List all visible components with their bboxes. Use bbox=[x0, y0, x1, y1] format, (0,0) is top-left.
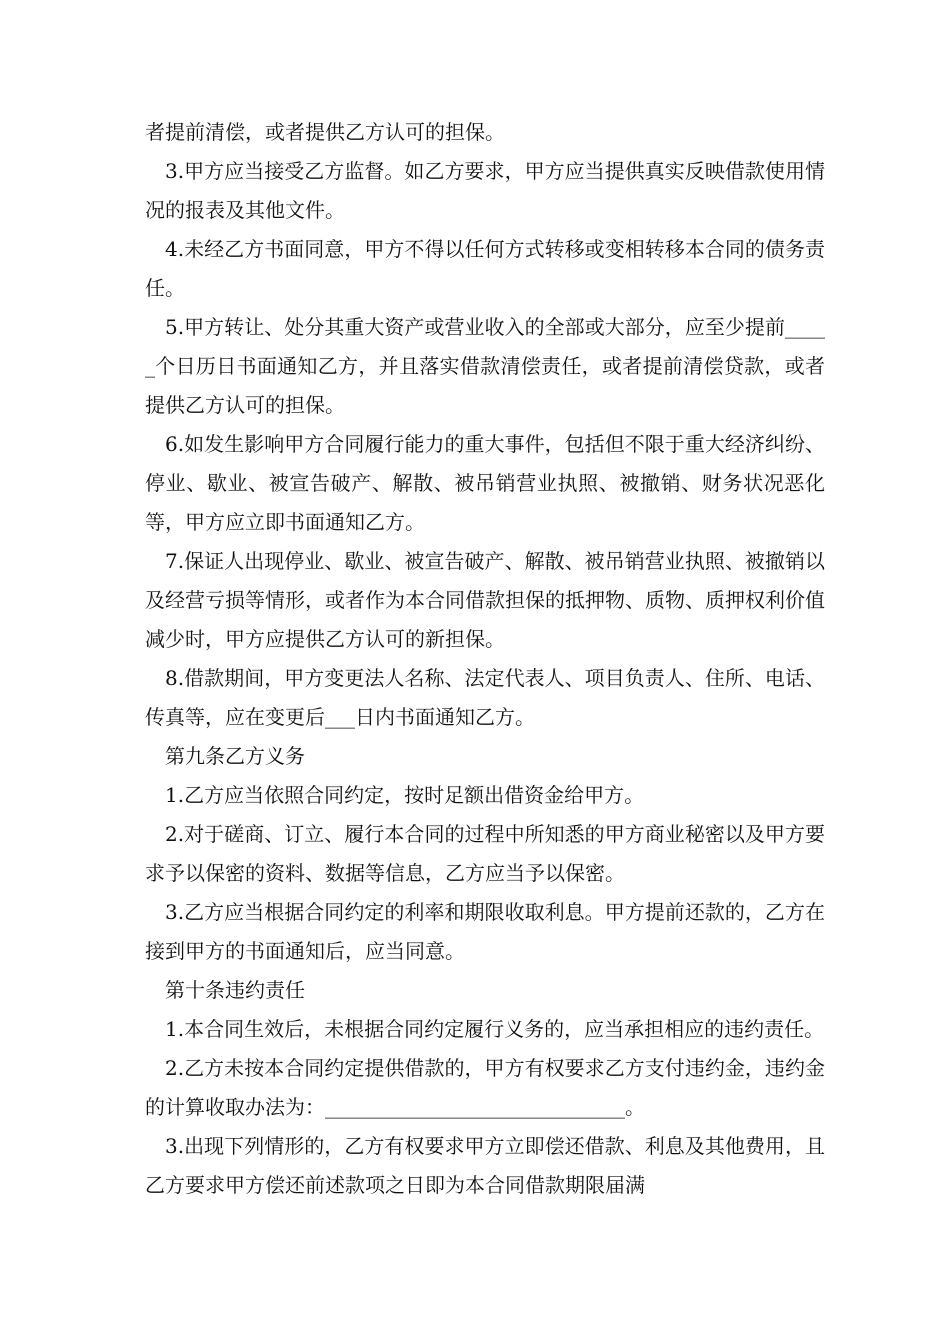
paragraph-article-10-clause-2: 2.乙方未按本合同约定提供借款的，甲方有权要求乙方支付违约金，违约金的计算收取办法为：______________________________。 bbox=[145, 1056, 825, 1119]
paragraph-clause-8: 8.借款期间，甲方变更法人名称、法定代表人、项目负责人、住所、电话、传真等，应在变更后___日内书面通知乙方。 bbox=[145, 666, 825, 729]
paragraph-article-9-clause-1: 1.乙方应当依照合同约定，按时足额出借资金给甲方。 bbox=[165, 783, 645, 807]
paragraph-clause-3: 3.甲方应当接受乙方监督。如乙方要求，甲方应当提供真实反映借款使用情况的报表及其他文件。 bbox=[145, 159, 825, 222]
paragraph-clause-7: 7.保证人出现停业、歇业、被宣告破产、解散、被吊销营业执照、被撤销以及经营亏损等情形，或者作为本合同借款担保的抵押物、质物、质押权利价值减少时，甲方应提供乙方认可的新担保。 bbox=[145, 549, 825, 651]
paragraph-clause-6: 6.如发生影响甲方合同履行能力的重大事件，包括但不限于重大经济纠纷、停业、歇业、被宣告破产、解散、被吊销营业执照、被撤销、财务状况恶化等，甲方应立即书面通知乙方。 bbox=[145, 432, 825, 534]
document-body bbox=[145, 113, 825, 1205]
paragraph-clause-4: 4.未经乙方书面同意，甲方不得以任何方式转移或变相转移本合同的债务责任。 bbox=[145, 237, 825, 300]
paragraph-clause-5: 5.甲方转让、处分其重大资产或营业收入的全部或大部分，应至少提前_____个日历日书面通知乙方，并且落实借款清偿责任，或者提前清偿贷款，或者提供乙方认可的担保。 bbox=[145, 315, 825, 417]
section-heading-article-9: 第九条乙方义务 bbox=[165, 744, 305, 768]
paragraph-article-10-clause-3: 3.出现下列情形的，乙方有权要求甲方立即偿还借款、利息及其他费用，且乙方要求甲方偿还前述款项之日即为本合同借款期限届满 bbox=[145, 1134, 825, 1197]
paragraph-article-9-clause-3: 3.乙方应当根据合同约定的利率和期限收取利息。甲方提前还款的，乙方在接到甲方的书面通知后，应当同意。 bbox=[145, 900, 825, 963]
paragraph-continuation: 者提前清偿，或者提供乙方认可的担保。 bbox=[145, 120, 505, 144]
section-heading-article-10: 第十条违约责任 bbox=[165, 978, 305, 1002]
paragraph-article-9-clause-2: 2.对于磋商、订立、履行本合同的过程中所知悉的甲方商业秘密以及甲方要求予以保密的资料、数据等信息，乙方应当予以保密。 bbox=[145, 822, 825, 885]
paragraph-article-10-clause-1: 1.本合同生效后，未根据合同约定履行义务的，应当承担相应的违约责任。 bbox=[165, 1017, 825, 1041]
